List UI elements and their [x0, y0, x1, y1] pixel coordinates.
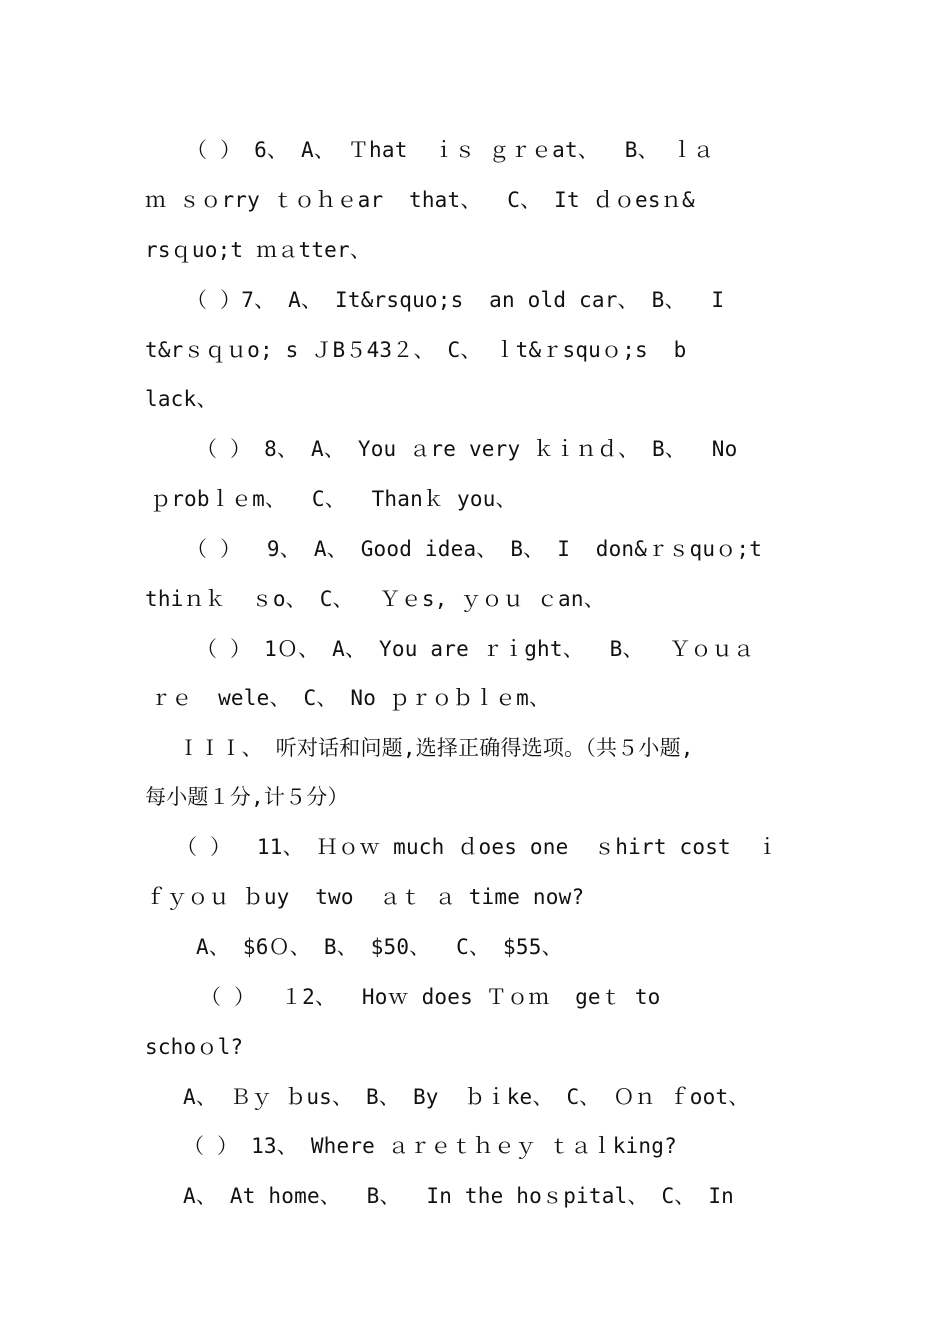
- question-6-line-3: rsｑuo;t ｍａtter、: [145, 238, 372, 262]
- section-3-heading-line-2: 每小题１分,计５分）: [145, 785, 349, 809]
- question-11-line-2: ｆｙｏｕ ｂuy two ａｔ ａ time now?: [145, 885, 585, 909]
- question-10-line-2: ｒｅ wele、 C、 No ｐｒｏｂｌｅm、: [150, 686, 551, 710]
- section-3-heading-line-1: ＩＩＩ、 听对话和问题,选择正确得选项。（共５小题,: [178, 736, 694, 760]
- question-12-line-1: （ ） １2、 Hoｗ does Ｔｏｍ geｔ to: [200, 985, 661, 1009]
- question-10-line-1: （ ） 1Ｏ、 A、 You are ｒｉght、 B、 Ｙｏｕａ: [196, 637, 755, 661]
- question-11-line-1: （ ） 11、 Ｈｏｗ much ｄoes one ｓhirt cost ｉ: [176, 835, 778, 859]
- question-6-line-1: （ ） 6、 A、 Ｔhat ｉｓ ｇｒｅat、 B、 ｌａ: [186, 138, 714, 162]
- question-12-options: A、 Ｂｙ ｂus、 B、 By ｂｉke、 C、 Ｏｎ ｆoot、: [183, 1085, 750, 1109]
- question-9-line-2: thiｎｋ ｓo、 C、 Ｙｅs, ｙｏｕ ｃan、: [145, 587, 605, 611]
- question-6-line-2: ｍ ｓｏrry ｔｏｈｅar that、 C、 It ｄｏesｎ&: [145, 188, 695, 212]
- question-7-line-1: （ ）7、 A、 It&rsquo;s an old car、 B、 I: [186, 288, 725, 312]
- question-7-line-3: lack、: [145, 387, 218, 411]
- question-13-options: A、 At home、 B、 In the hoｓpital、 C、 In: [183, 1184, 735, 1208]
- question-12-line-2: schoｏl?: [145, 1035, 244, 1059]
- question-9-line-1: （ ） 9、 A、 Good idea、 B、 I don&ｒｓquｏ;t: [186, 537, 763, 561]
- question-7-line-2: t&rｓｑｕo; s ＪB５43２、 C、 ｌt&ｒsquｏ;s b: [145, 338, 687, 362]
- question-8-line-2: ｐrobｌｅm、 C、 Thanｋ you、: [150, 487, 517, 511]
- question-8-line-1: （ ） 8、 A、 You ａre very ｋｉｎｄ、 B、 No: [196, 437, 738, 461]
- question-11-options: A、 $6Ｏ、 B、 $50、 C、 $55、: [196, 935, 563, 959]
- question-13-line-1: （ ） 13、 Where ａｒｅｔｈｅｙ ｔａｌking?: [183, 1134, 677, 1158]
